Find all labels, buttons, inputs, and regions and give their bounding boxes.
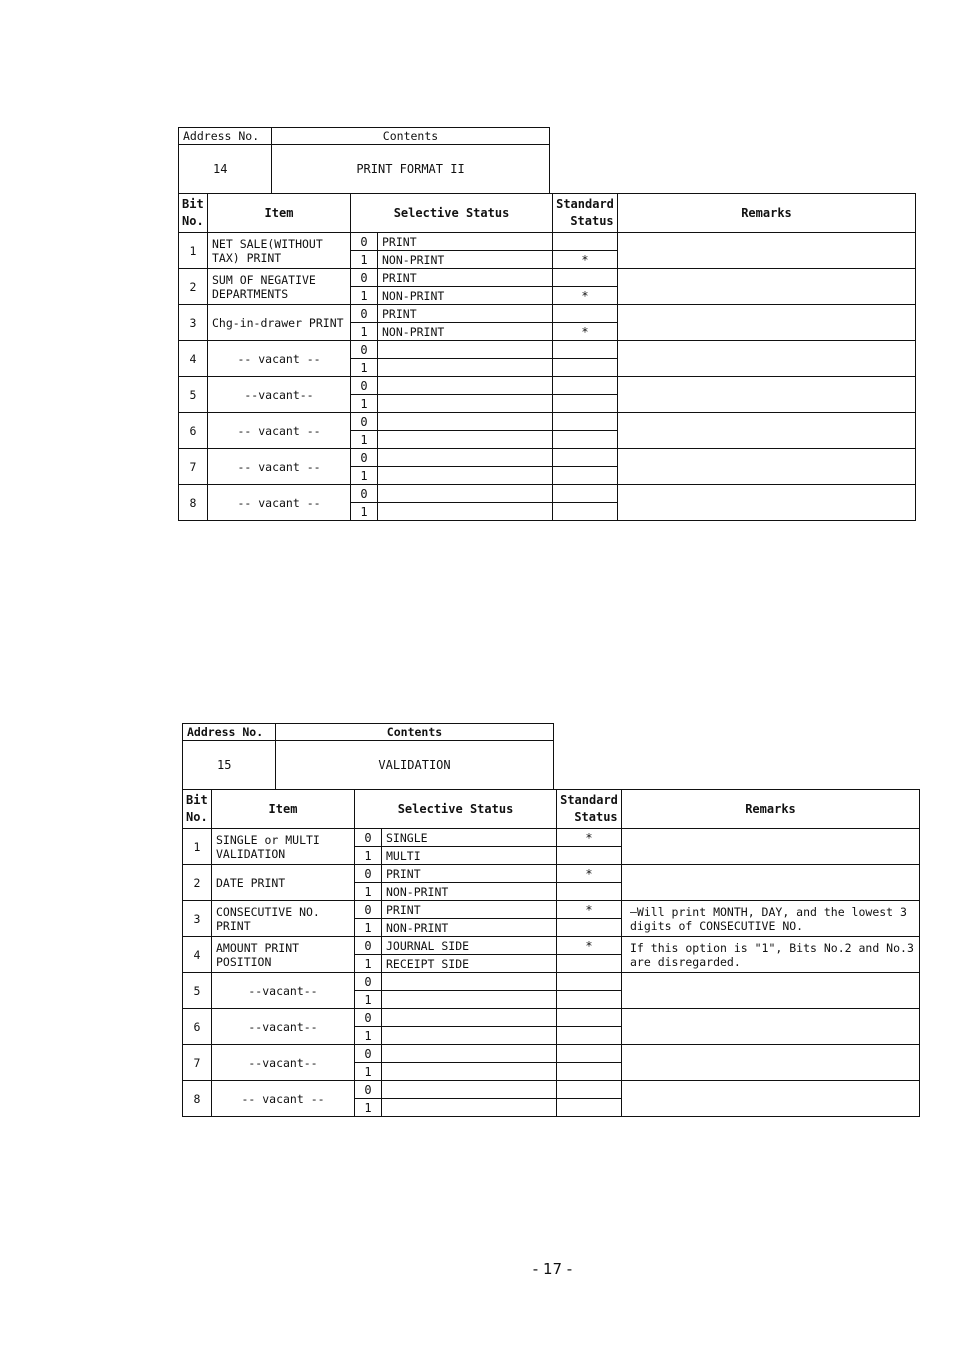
bit-number: 6	[183, 1009, 212, 1045]
remark	[618, 341, 916, 377]
option-value-1: 1	[355, 847, 382, 865]
option-value-1: 1	[355, 955, 382, 973]
option-label-0	[378, 449, 553, 467]
standard-mark-0	[553, 341, 618, 359]
standard-mark-0	[553, 485, 618, 503]
bit-item: --vacant--	[212, 1009, 355, 1045]
option-label-1: NON-PRINT	[378, 251, 553, 269]
bit-row	[183, 937, 920, 955]
option-value-1: 1	[355, 991, 382, 1009]
standard-mark-1	[553, 359, 618, 377]
option-label-0	[382, 1045, 557, 1063]
standard-mark-0: *	[557, 937, 622, 955]
option-value-1: 1	[351, 251, 378, 269]
standard-mark-1	[553, 467, 618, 485]
option-value-0: 0	[355, 937, 382, 955]
standard-mark-1	[557, 955, 622, 973]
contents-value: PRINT FORMAT II	[272, 145, 550, 194]
bit-item: -- vacant --	[208, 413, 351, 449]
bit-row	[179, 377, 916, 395]
option-value-1: 1	[351, 287, 378, 305]
option-value-1: 1	[355, 1027, 382, 1045]
remark	[622, 1081, 920, 1117]
bit-item: -- vacant --	[212, 1081, 355, 1117]
address-14-block	[178, 127, 916, 521]
option-value-1: 1	[351, 431, 378, 449]
bit-item: -- vacant --	[208, 341, 351, 377]
remark	[622, 973, 920, 1009]
standard-mark-1	[557, 919, 622, 937]
remark	[622, 1009, 920, 1045]
option-value-0: 0	[355, 901, 382, 919]
standard-mark-1	[557, 1099, 622, 1117]
address-no-label: Address No.	[179, 128, 272, 145]
remark	[618, 269, 916, 305]
standard-mark-0	[553, 413, 618, 431]
option-label-1: NON-PRINT	[382, 883, 557, 901]
bit-number: 1	[183, 829, 212, 865]
option-label-1	[378, 359, 553, 377]
bit-no-header: Bit No.	[179, 194, 208, 233]
bit-item: NET SALE(WITHOUT TAX) PRINT	[208, 233, 351, 269]
standard-mark-1	[557, 991, 622, 1009]
item-header: Item	[212, 790, 355, 829]
bit-row	[179, 233, 916, 251]
bit-item: -- vacant --	[208, 449, 351, 485]
bit-row	[183, 901, 920, 919]
standard-mark-0	[553, 269, 618, 287]
bit-item: -- vacant --	[208, 485, 351, 521]
option-value-1: 1	[355, 919, 382, 937]
address-header-table	[182, 723, 554, 790]
option-value-1: 1	[351, 395, 378, 413]
standard-status-header: Standard Status	[557, 790, 622, 829]
standard-mark-1	[557, 1063, 622, 1081]
bit-row	[179, 413, 916, 431]
standard-mark-1: *	[553, 251, 618, 269]
option-label-0: JOURNAL SIDE	[382, 937, 557, 955]
option-value-0: 0	[355, 1045, 382, 1063]
contents-label: Contents	[276, 724, 554, 741]
address-15-block	[182, 723, 920, 1117]
bit-row	[183, 1045, 920, 1063]
bit-number: 3	[179, 305, 208, 341]
bit-number: 8	[183, 1081, 212, 1117]
option-value-0: 0	[351, 305, 378, 323]
option-label-0: PRINT	[378, 269, 553, 287]
option-value-0: 0	[351, 233, 378, 251]
option-value-1: 1	[351, 503, 378, 521]
option-value-0: 0	[355, 829, 382, 847]
bit-number: 2	[179, 269, 208, 305]
contents-label: Contents	[272, 128, 550, 145]
bit-item: CONSECUTIVE NO. PRINT	[212, 901, 355, 937]
bit-number: 7	[183, 1045, 212, 1081]
bit-item: Chg-in-drawer PRINT	[208, 305, 351, 341]
remarks-header: Remarks	[622, 790, 920, 829]
bit-number: 5	[183, 973, 212, 1009]
standard-mark-0	[557, 1009, 622, 1027]
bit-item: --vacant--	[212, 973, 355, 1009]
bit-row	[183, 973, 920, 991]
option-value-0: 0	[351, 341, 378, 359]
option-value-1: 1	[351, 323, 378, 341]
remark: If this option is "1", Bits No.2 and No.3 are disregarded.	[622, 937, 920, 973]
standard-mark-0: *	[557, 829, 622, 847]
bit-number: 7	[179, 449, 208, 485]
option-label-1	[378, 503, 553, 521]
remark	[618, 485, 916, 521]
standard-mark-1	[553, 395, 618, 413]
option-label-1	[378, 395, 553, 413]
bit-number: 8	[179, 485, 208, 521]
option-label-1	[382, 991, 557, 1009]
option-label-0	[378, 413, 553, 431]
bit-item: DATE PRINT	[212, 865, 355, 901]
option-value-0: 0	[355, 1081, 382, 1099]
option-label-1: NON-PRINT	[382, 919, 557, 937]
bit-number: 5	[179, 377, 208, 413]
remark	[618, 305, 916, 341]
option-label-0: PRINT	[378, 233, 553, 251]
option-value-1: 1	[351, 359, 378, 377]
option-value-1: 1	[355, 1099, 382, 1117]
option-label-0	[382, 1081, 557, 1099]
option-value-0: 0	[351, 413, 378, 431]
standard-mark-0: *	[557, 865, 622, 883]
remark: —Will print MONTH, DAY, and the lowest 3 digits of CONSECUTIVE NO.	[622, 901, 920, 937]
option-value-1: 1	[355, 883, 382, 901]
bit-number: 3	[183, 901, 212, 937]
option-label-0	[378, 341, 553, 359]
standard-mark-1	[553, 431, 618, 449]
bit-rows	[183, 829, 920, 1117]
address-header-table	[178, 127, 550, 194]
option-label-1: NON-PRINT	[378, 287, 553, 305]
selective-status-header: Selective Status	[355, 790, 557, 829]
standard-status-header: Standard Status	[553, 194, 618, 233]
option-label-1	[382, 1027, 557, 1045]
standard-mark-1: *	[553, 287, 618, 305]
address-no-value: 14	[179, 145, 272, 194]
remark	[622, 865, 920, 901]
option-label-0	[378, 377, 553, 395]
bit-number: 6	[179, 413, 208, 449]
standard-mark-0	[553, 305, 618, 323]
remarks-header: Remarks	[618, 194, 916, 233]
bit-item: SUM OF NEGATIVE DEPARTMENTS	[208, 269, 351, 305]
item-header: Item	[208, 194, 351, 233]
option-label-0	[378, 485, 553, 503]
option-value-0: 0	[351, 485, 378, 503]
bit-row	[183, 829, 920, 847]
bit-row	[183, 1009, 920, 1027]
standard-mark-0	[553, 377, 618, 395]
option-label-1	[382, 1063, 557, 1081]
remark	[622, 1045, 920, 1081]
option-label-0: PRINT	[378, 305, 553, 323]
standard-mark-0: *	[557, 901, 622, 919]
option-value-0: 0	[355, 973, 382, 991]
option-label-0: SINGLE	[382, 829, 557, 847]
remark	[618, 413, 916, 449]
bit-table-header-row	[179, 194, 916, 233]
option-label-1	[382, 1099, 557, 1117]
option-label-1: MULTI	[382, 847, 557, 865]
standard-mark-1	[557, 1027, 622, 1045]
remark	[618, 449, 916, 485]
option-value-1: 1	[351, 467, 378, 485]
bit-row	[179, 449, 916, 467]
option-value-0: 0	[355, 865, 382, 883]
remark	[618, 377, 916, 413]
contents-value: VALIDATION	[276, 741, 554, 790]
bit-no-header: Bit No.	[183, 790, 212, 829]
bit-table	[178, 193, 916, 521]
option-label-0: PRINT	[382, 901, 557, 919]
bit-item: --vacant--	[212, 1045, 355, 1081]
bit-row	[179, 341, 916, 359]
bit-rows	[179, 233, 916, 521]
standard-mark-0	[553, 233, 618, 251]
option-value-0: 0	[351, 449, 378, 467]
standard-mark-0	[553, 449, 618, 467]
bit-number: 2	[183, 865, 212, 901]
bit-table	[182, 789, 920, 1117]
bit-row	[183, 1081, 920, 1099]
option-value-0: 0	[351, 377, 378, 395]
option-label-1	[378, 467, 553, 485]
standard-mark-1	[557, 883, 622, 901]
address-no-label: Address No.	[183, 724, 276, 741]
remark	[622, 829, 920, 865]
bit-item: --vacant--	[208, 377, 351, 413]
option-label-1: RECEIPT SIDE	[382, 955, 557, 973]
bit-number: 4	[179, 341, 208, 377]
standard-mark-0	[557, 973, 622, 991]
option-label-0: PRINT	[382, 865, 557, 883]
standard-mark-0	[557, 1045, 622, 1063]
address-no-value: 15	[183, 741, 276, 790]
bit-row	[183, 865, 920, 883]
remark	[618, 233, 916, 269]
option-value-1: 1	[355, 1063, 382, 1081]
option-label-1	[378, 431, 553, 449]
option-label-0	[382, 1009, 557, 1027]
standard-mark-1	[557, 847, 622, 865]
standard-mark-0	[557, 1081, 622, 1099]
bit-row	[179, 485, 916, 503]
option-label-1: NON-PRINT	[378, 323, 553, 341]
bit-row	[179, 269, 916, 287]
selective-status-header: Selective Status	[351, 194, 553, 233]
bit-item: AMOUNT PRINT POSITION	[212, 937, 355, 973]
option-value-0: 0	[355, 1009, 382, 1027]
bit-item: SINGLE or MULTI VALIDATION	[212, 829, 355, 865]
page-number: - 17 -	[532, 1260, 573, 1278]
bit-table-header-row	[183, 790, 920, 829]
bit-row	[179, 305, 916, 323]
standard-mark-1: *	[553, 323, 618, 341]
option-label-0	[382, 973, 557, 991]
option-value-0: 0	[351, 269, 378, 287]
bit-number: 1	[179, 233, 208, 269]
bit-number: 4	[183, 937, 212, 973]
standard-mark-1	[553, 503, 618, 521]
